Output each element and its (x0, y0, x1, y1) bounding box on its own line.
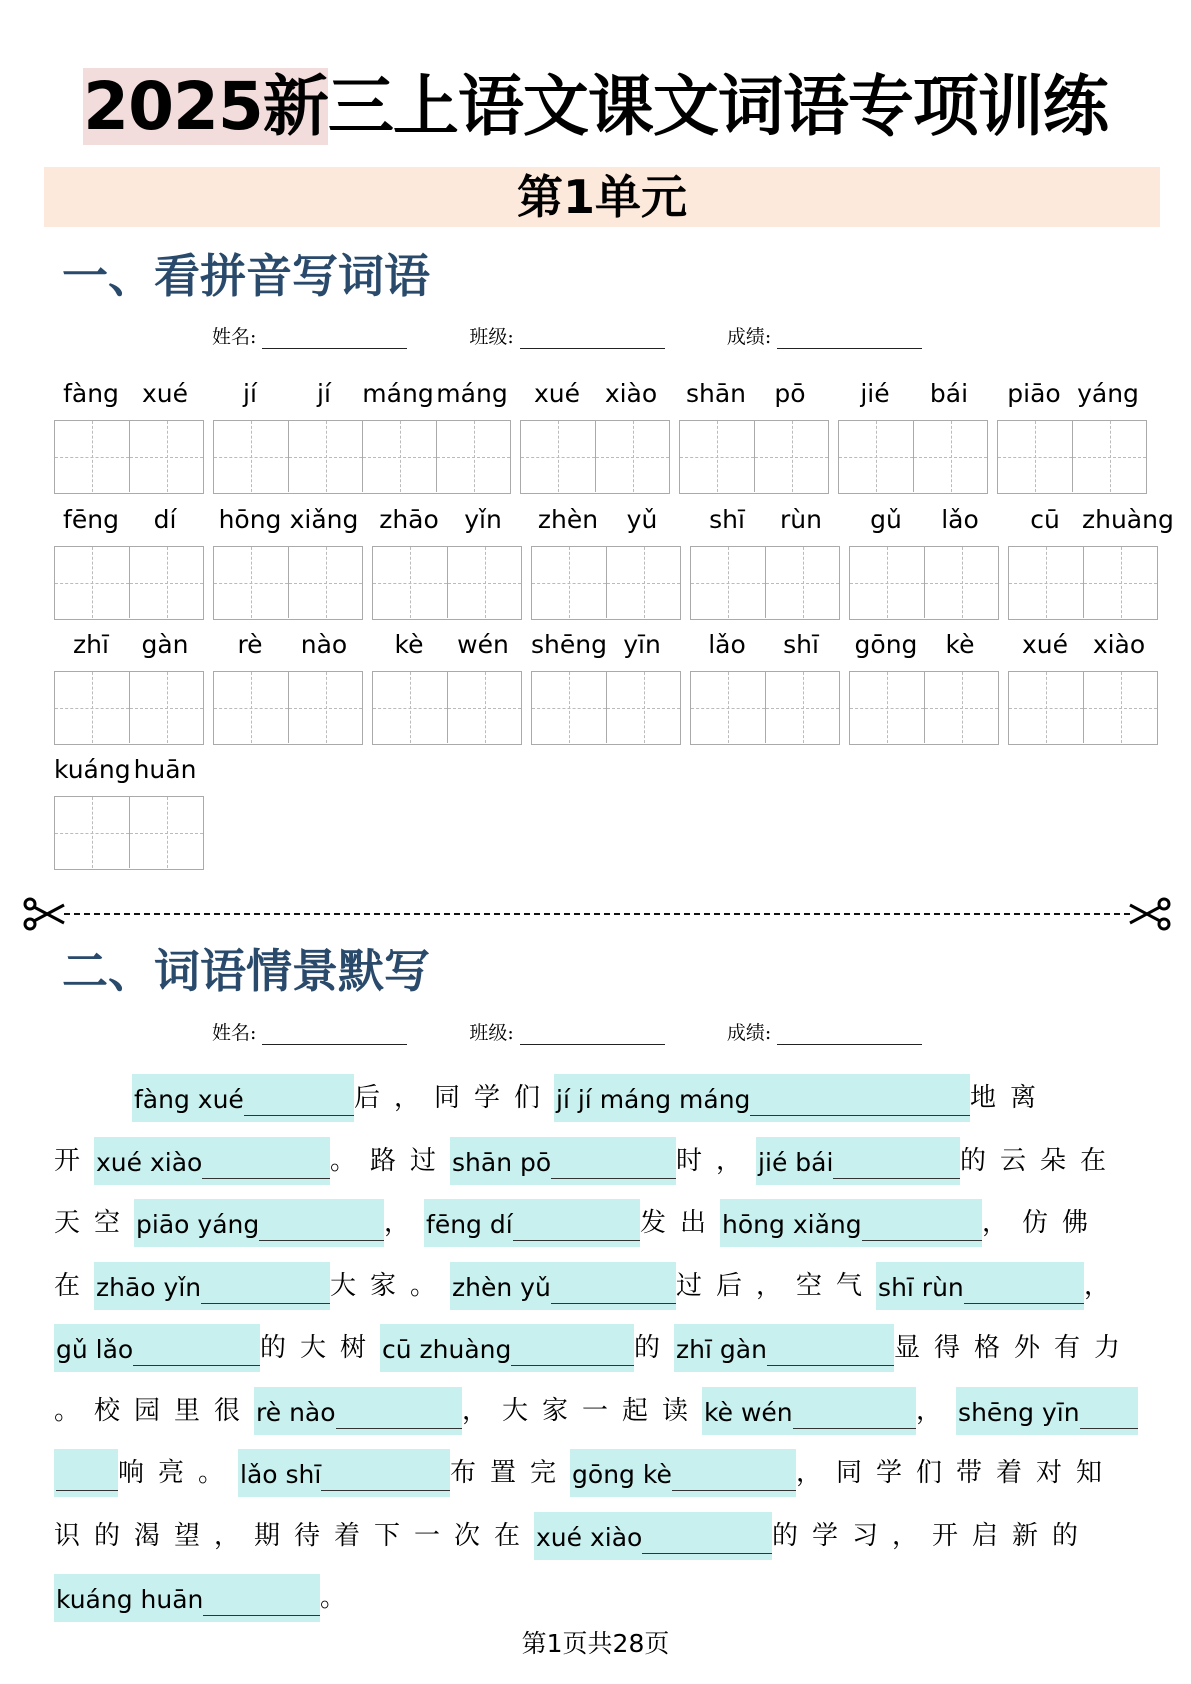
pinyin-row (520, 374, 668, 414)
tianzige-cell[interactable] (447, 672, 521, 743)
tianzige-cell[interactable] (924, 672, 998, 743)
fill-in-blank[interactable] (54, 1324, 260, 1372)
pinyin-syllable: jié (860, 379, 890, 408)
section1-heading: 一、看拼音写词语 (62, 249, 430, 303)
section2-heading: 二、词语情景默写 (62, 944, 430, 998)
pinyin-row (372, 500, 520, 540)
sentence-text: 大家。 (330, 1270, 451, 1301)
sentence-text: ，同学们带着对知 (796, 1458, 1117, 1488)
pinyin-row (213, 500, 361, 540)
tianzige-cell[interactable] (214, 672, 288, 743)
pinyin-row (1008, 625, 1156, 665)
pinyin-syllable: xué (533, 379, 581, 408)
writing-boxes[interactable] (54, 420, 204, 494)
pinyin-row (997, 374, 1145, 414)
fill-in-blank[interactable] (94, 1137, 330, 1185)
answer-underline[interactable] (833, 1145, 960, 1179)
fill-in-blank[interactable] (254, 1387, 462, 1435)
scissors-icon (1128, 896, 1172, 932)
sentence-text: ，仿佛 (982, 1208, 1103, 1238)
fill-in-blank[interactable] (450, 1137, 676, 1185)
answer-underline[interactable] (203, 1582, 320, 1616)
tianzige-cell[interactable] (214, 547, 288, 618)
pinyin-syllable: shī (783, 630, 819, 659)
tianzige-cell[interactable] (288, 421, 362, 492)
class-blank[interactable] (520, 1025, 665, 1045)
fill-in-blank[interactable] (54, 1449, 118, 1497)
blank-pinyin-hint: shī rùn (878, 1272, 964, 1302)
pinyin-syllable: piāo (1007, 379, 1061, 408)
tianzige-cell[interactable] (1009, 672, 1083, 743)
tianzige-cell[interactable] (1072, 421, 1146, 492)
sentence-text: ， (1084, 1270, 1125, 1301)
pinyin-syllable: wén (457, 630, 509, 659)
fill-in-blank[interactable] (756, 1137, 960, 1185)
tianzige-cell[interactable] (362, 421, 436, 492)
pinyin-syllable: zhuàng (1082, 505, 1174, 534)
tianzige-cell[interactable] (924, 547, 998, 618)
pinyin-syllable: jí (243, 379, 257, 408)
fill-in-blank[interactable] (674, 1324, 894, 1372)
student-info-line-2 (212, 1018, 984, 1045)
pinyin-syllable: fàng (63, 379, 119, 408)
fill-in-blank[interactable] (534, 1512, 772, 1560)
sentence-text: 的云朵在 (960, 1145, 1121, 1176)
sentence-text: 。校园里很 (54, 1395, 255, 1426)
sentence-text: 。 (320, 1583, 361, 1613)
blank-pinyin-hint: fēng dí (426, 1210, 513, 1239)
tianzige-cell[interactable] (1009, 547, 1083, 618)
pinyin-syllable: shān (685, 379, 747, 408)
fill-in-blank[interactable] (720, 1199, 982, 1247)
pinyin-syllable: hōng (218, 505, 282, 534)
sentence-text: 开 (54, 1145, 95, 1176)
tianzige-cell[interactable] (373, 672, 447, 743)
pinyin-syllable: zhī (73, 630, 109, 659)
fill-in-blank[interactable] (134, 1199, 384, 1247)
pinyin-row (838, 374, 986, 414)
pinyin-syllable: rùn (780, 505, 822, 534)
blank-pinyin-hint: xué xiào (96, 1147, 203, 1177)
writing-boxes[interactable] (690, 671, 840, 745)
writing-boxes[interactable] (531, 671, 681, 745)
fill-in-blank[interactable] (54, 1574, 320, 1622)
paragraph-line (54, 1449, 1116, 1497)
sentence-text: 发出 (640, 1208, 721, 1238)
score-blank[interactable] (777, 1025, 922, 1045)
writing-boxes[interactable] (1008, 546, 1158, 620)
tianzige-cell[interactable] (839, 421, 913, 492)
fill-in-blank[interactable] (380, 1324, 634, 1372)
fill-in-blank[interactable] (132, 1074, 354, 1122)
pinyin-row (54, 750, 202, 790)
tianzige-cell[interactable] (1083, 672, 1157, 743)
blank-pinyin-hint: shēng yīn (958, 1397, 1080, 1427)
pinyin-syllable: gàn (141, 630, 189, 659)
paragraph-line (132, 1074, 1050, 1122)
pinyin-syllable: xué (141, 379, 189, 408)
pinyin-syllable: xiào (1092, 630, 1146, 659)
pinyin-syllable: yīn (623, 630, 661, 659)
blank-pinyin-hint: zhī gàn (676, 1335, 767, 1364)
tianzige-cell[interactable] (1083, 547, 1157, 618)
fill-in-blank[interactable] (554, 1074, 970, 1122)
fill-in-blank[interactable] (702, 1387, 916, 1435)
writing-boxes[interactable] (997, 420, 1147, 494)
fill-in-blank[interactable] (876, 1262, 1084, 1310)
answer-underline[interactable] (642, 1520, 772, 1554)
pinyin-row (54, 500, 202, 540)
pinyin-syllable: shēng (531, 630, 607, 659)
answer-underline[interactable] (56, 1457, 118, 1491)
sentence-text: ， (916, 1395, 957, 1426)
pinyin-row (213, 625, 361, 665)
pinyin-row (531, 625, 679, 665)
pinyin-syllable: bái (929, 379, 969, 408)
tianzige-cell[interactable] (691, 547, 765, 618)
class-field[interactable]: 班级: (469, 1018, 664, 1045)
paragraph-line (54, 1262, 1124, 1310)
tianzige-cell[interactable] (447, 547, 521, 618)
pinyin-syllable: pō (774, 379, 806, 408)
tianzige-cell[interactable] (691, 672, 765, 743)
answer-underline[interactable] (244, 1082, 354, 1116)
answer-underline[interactable] (321, 1457, 450, 1491)
blank-pinyin-hint: hōng xiǎng (722, 1210, 862, 1239)
pinyin-syllable: fēng (63, 505, 119, 534)
blank-pinyin-hint: jí jí máng máng (556, 1085, 751, 1114)
pinyin-syllable: dí (153, 505, 177, 534)
paragraph-line (54, 1324, 1134, 1372)
answer-underline[interactable] (513, 1207, 640, 1241)
tianzige-cell[interactable] (288, 547, 362, 618)
blank-pinyin-hint: zhāo yǐn (96, 1272, 202, 1302)
answer-underline[interactable] (202, 1145, 330, 1179)
tianzige-cell[interactable] (850, 672, 924, 743)
tianzige-cell[interactable] (606, 672, 680, 743)
tianzige-cell[interactable] (436, 421, 510, 492)
answer-underline[interactable] (767, 1332, 894, 1366)
answer-underline[interactable] (511, 1332, 634, 1366)
pinyin-row (849, 500, 997, 540)
writing-boxes[interactable] (1008, 671, 1158, 745)
pinyin-syllable: jí (317, 379, 331, 408)
name-blank[interactable] (262, 329, 407, 349)
tianzige-cell[interactable] (532, 672, 606, 743)
sentence-text: 布置完 (450, 1458, 571, 1488)
fill-in-blank[interactable] (956, 1387, 1138, 1435)
tianzige-cell[interactable] (129, 547, 203, 618)
writing-boxes[interactable] (849, 671, 999, 745)
fill-in-blank[interactable] (424, 1199, 640, 1247)
pinyin-syllable: kuáng (54, 755, 131, 784)
tianzige-cell[interactable] (850, 547, 924, 618)
fill-in-blank[interactable] (570, 1449, 796, 1497)
tianzige-cell[interactable] (532, 547, 606, 618)
tianzige-cell[interactable] (680, 421, 754, 492)
pinyin-syllable: zhèn (537, 505, 599, 534)
writing-boxes[interactable] (372, 671, 522, 745)
tianzige-cell[interactable] (521, 421, 595, 492)
paragraph-line (54, 1137, 1120, 1185)
answer-underline[interactable] (551, 1270, 676, 1304)
sentence-text: 的大树 (260, 1333, 381, 1363)
pinyin-syllable: xiào (604, 379, 658, 408)
pinyin-syllable: lǎo (708, 630, 746, 659)
tianzige-cell[interactable] (55, 421, 129, 492)
page-indicator: 第1页共28页 (521, 1629, 670, 1658)
blank-pinyin-hint: gǔ lǎo (56, 1335, 134, 1364)
sentence-text: 时， (676, 1145, 757, 1176)
sentence-text: 地离 (970, 1083, 1051, 1113)
tianzige-cell[interactable] (129, 421, 203, 492)
blank-pinyin-hint: xué xiào (536, 1522, 643, 1552)
answer-underline[interactable] (1080, 1395, 1139, 1429)
sentence-text: 天空 (54, 1208, 135, 1238)
student-info-line-1 (212, 322, 984, 349)
writing-boxes[interactable] (520, 420, 670, 494)
blank-pinyin-hint: cū zhuàng (382, 1335, 512, 1364)
score-field[interactable]: 成绩: (727, 322, 922, 349)
tianzige-cell[interactable] (765, 672, 839, 743)
pinyin-row (213, 374, 509, 414)
tianzige-cell[interactable] (606, 547, 680, 618)
scissors-icon (22, 896, 66, 932)
tianzige-cell[interactable] (998, 421, 1072, 492)
sentence-text: ， (384, 1208, 425, 1238)
name-blank[interactable] (262, 1025, 407, 1045)
name-field[interactable]: 姓名: (212, 322, 407, 349)
class-blank[interactable] (520, 329, 665, 349)
tianzige-cell[interactable] (55, 547, 129, 618)
tianzige-cell[interactable] (55, 672, 129, 743)
pinyin-syllable: xué (1021, 630, 1069, 659)
paragraph-line (54, 1199, 1102, 1247)
answer-underline[interactable] (750, 1082, 970, 1116)
writing-boxes[interactable] (54, 671, 204, 745)
sentence-text: 。路过 (330, 1145, 451, 1176)
writing-boxes[interactable] (849, 546, 999, 620)
cut-line (22, 896, 1172, 932)
pinyin-syllable: yáng (1077, 379, 1139, 408)
sentence-text: 的学习，开启新的 (772, 1520, 1093, 1551)
blank-pinyin-hint: zhèn yǔ (452, 1272, 551, 1302)
pinyin-row (679, 374, 827, 414)
blank-pinyin-hint: jié bái (758, 1147, 834, 1177)
paragraph-line (54, 1574, 360, 1622)
writing-boxes[interactable] (531, 546, 681, 620)
answer-underline[interactable] (133, 1332, 260, 1366)
pinyin-syllable: máng (362, 379, 434, 408)
tianzige-cell[interactable] (129, 672, 203, 743)
answer-underline[interactable] (793, 1395, 916, 1429)
pinyin-syllable: zhāo (379, 505, 439, 534)
sentence-text: 响亮。 (118, 1458, 239, 1488)
writing-boxes[interactable] (213, 546, 363, 620)
answer-underline[interactable] (259, 1207, 384, 1241)
writing-boxes[interactable] (838, 420, 988, 494)
pinyin-row (54, 625, 202, 665)
writing-boxes[interactable] (372, 546, 522, 620)
score-field[interactable]: 成绩: (727, 1018, 922, 1045)
sentence-text: 显得格外有力 (894, 1333, 1135, 1363)
pinyin-syllable: shī (709, 505, 745, 534)
writing-boxes[interactable] (54, 796, 204, 870)
pinyin-row (1008, 500, 1174, 540)
pinyin-syllable: yǐn (464, 505, 502, 534)
pinyin-syllable: xiǎng (289, 505, 359, 534)
pinyin-row (54, 374, 202, 414)
pinyin-syllable: cū (1030, 505, 1060, 534)
answer-underline[interactable] (862, 1207, 982, 1241)
answer-underline[interactable] (551, 1145, 676, 1179)
pinyin-syllable: nào (300, 630, 348, 659)
tianzige-cell[interactable] (595, 421, 669, 492)
sentence-text: 过后，空气 (676, 1270, 877, 1301)
pinyin-syllable: rè (237, 630, 263, 659)
tianzige-cell[interactable] (913, 421, 987, 492)
answer-underline[interactable] (672, 1457, 796, 1491)
answer-underline[interactable] (964, 1270, 1084, 1304)
fill-in-blank[interactable] (450, 1262, 676, 1310)
title-year-highlight: 2025新 (83, 68, 328, 145)
class-field[interactable]: 班级: (469, 322, 664, 349)
paragraph-line (54, 1512, 1092, 1560)
fill-in-blank[interactable] (238, 1449, 450, 1497)
pinyin-row (690, 500, 838, 540)
fill-in-blank[interactable] (94, 1262, 330, 1310)
writing-boxes[interactable] (690, 546, 840, 620)
sentence-text: 的 (634, 1333, 675, 1363)
pinyin-syllable: huān (133, 755, 197, 784)
answer-underline[interactable] (336, 1395, 462, 1429)
document-title (0, 62, 1191, 152)
sentence-text: 在 (54, 1270, 95, 1301)
sentence-text: 后，同学们 (354, 1083, 555, 1113)
title-text: 三上语文课文词语专项训练 (327, 68, 1108, 145)
blank-pinyin-hint: kuáng huān (56, 1585, 204, 1614)
pinyin-syllable: kè (945, 630, 975, 659)
pinyin-syllable: gōng (854, 630, 918, 659)
blank-pinyin-hint: fàng xué (134, 1085, 244, 1114)
writing-boxes[interactable] (213, 420, 511, 494)
blank-pinyin-hint: lǎo shī (240, 1460, 322, 1489)
pinyin-syllable: lǎo (941, 505, 979, 534)
tianzige-cell[interactable] (55, 797, 129, 868)
blank-pinyin-hint: rè nào (256, 1397, 336, 1427)
sentence-text: ，大家一起读 (462, 1395, 703, 1426)
tianzige-cell[interactable] (214, 421, 288, 492)
tianzige-cell[interactable] (373, 547, 447, 618)
blank-pinyin-hint: shān pō (452, 1147, 552, 1177)
tianzige-cell[interactable] (765, 547, 839, 618)
pinyin-syllable: kè (394, 630, 424, 659)
tianzige-cell[interactable] (288, 672, 362, 743)
pinyin-syllable: yǔ (626, 505, 658, 534)
dashed-cut-line (64, 913, 1130, 915)
answer-underline[interactable] (201, 1270, 330, 1304)
unit-banner: 第1单元 (44, 167, 1160, 227)
tianzige-cell[interactable] (129, 797, 203, 868)
pinyin-row (849, 625, 997, 665)
writing-boxes[interactable] (679, 420, 829, 494)
blank-pinyin-hint: piāo yáng (136, 1210, 260, 1239)
pinyin-syllable: gǔ (870, 505, 902, 534)
blank-pinyin-hint: kè wén (704, 1397, 793, 1427)
score-blank[interactable] (777, 329, 922, 349)
writing-boxes[interactable] (54, 546, 204, 620)
pinyin-row (531, 500, 679, 540)
name-field[interactable]: 姓名: (212, 1018, 407, 1045)
pinyin-row (372, 625, 520, 665)
pinyin-row (690, 625, 838, 665)
paragraph-line (54, 1387, 1138, 1435)
sentence-text: 识的渴望，期待着下一次在 (54, 1520, 535, 1551)
tianzige-cell[interactable] (754, 421, 828, 492)
blank-pinyin-hint: gōng kè (572, 1460, 672, 1489)
pinyin-syllable: máng (436, 379, 508, 408)
writing-boxes[interactable] (213, 671, 363, 745)
